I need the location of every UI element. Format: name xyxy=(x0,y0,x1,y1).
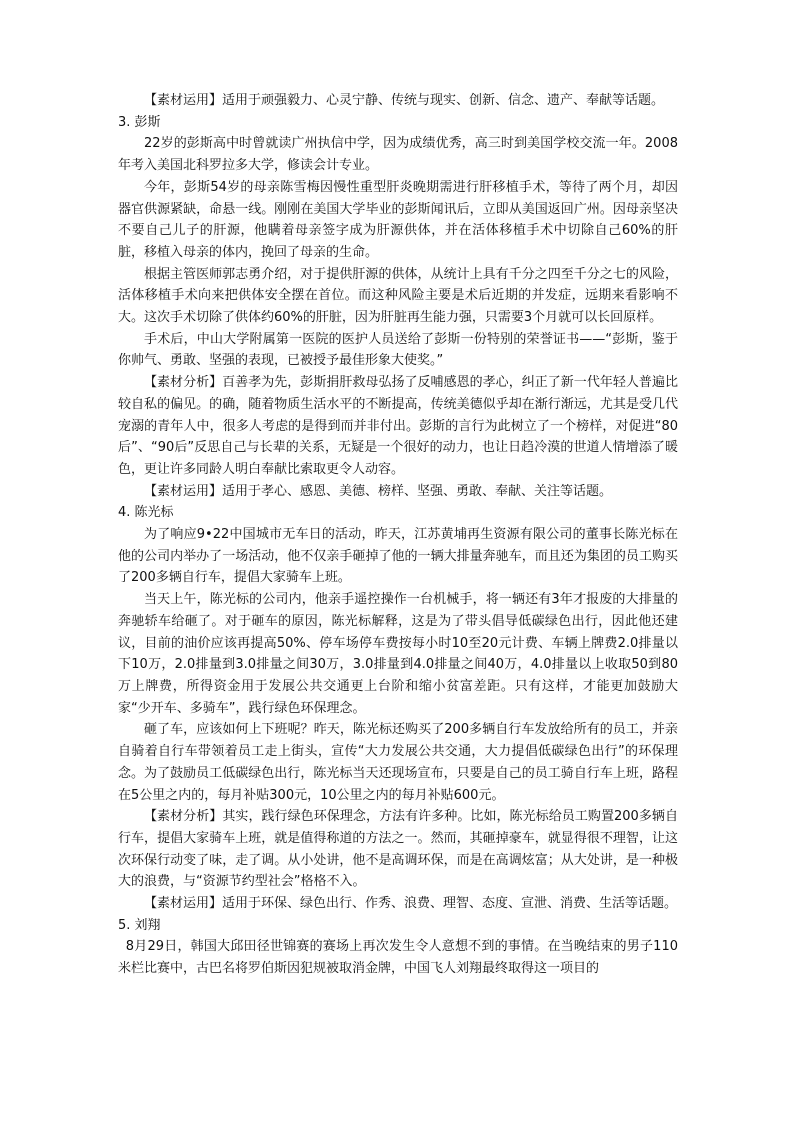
section-heading-pengsi: 3. 彭斯 xyxy=(118,114,161,130)
body-paragraph: 根据主管医师郭志勇介绍，对于提供肝源的供体，从统计上具有千分之四至千分之七的风险，活体移植手术向来把供体安全摆在首位。而这种风险主要是术后近期的并发症，远期来看影响不大。这次手术切除了供体约60%的肝脏，因为肝脏再生能力强，只需要3个月就可以长回原样。 xyxy=(118,266,678,326)
section-heading-liuxiang: 5. 刘翔 xyxy=(118,917,161,933)
body-paragraph: 砸了车，应该如何上下班呢？昨天，陈光标还购买了200多辆自行车发放给所有的员工，并亲自骑着自行车带领着员工走上街头，宣传“大力发展公共交通，大力提倡低碳绿色出行”的环保理念。为了鼓励员工低碳绿色出行，陈光标当天还现场宣布，只要是自己的员工骑自行车上班，路程在5公里之内的，每月补贴300元，10公里之内的每月补贴600元。 xyxy=(118,722,678,803)
analysis-paragraph: 【素材分析】其实，践行绿色环保理念，方法有许多种。比如，陈光标给员工购置200多辆自行车，提倡大家骑车上班，就是值得称道的方法之一。然而，其砸掉豪车，就显得很不理智，让这次环保行动变了味，走了调。从小处讲，他不是高调环保，而是在高调炫富；从大处讲，是一种极大的浪费，与“资源节约型社会”格格不入。 xyxy=(118,809,678,890)
analysis-paragraph: 【素材分析】百善孝为先，彭斯捐肝救母弘扬了反哺感恩的孝心，纠正了新一代年轻人普遍比较自私的偏见。的确，随着物质生活水平的不断提高，传统美德似乎却在渐行渐远，尤其是受几代宠溺的青年人中，很多人考虑的是得到而并非付出。彭斯的言行为此树立了一个榜样，对促进“80后”、“90后”反思自己与长辈的关系，无疑是一个很好的动力，也让日趋冷漠的世道人情增添了暖色，更让许多同龄人明白奉献比索取更令人动容。 xyxy=(118,375,678,477)
body-paragraph: 今年，彭斯54岁的母亲陈雪梅因慢性重型肝炎晚期需进行肝移植手术，等待了两个月，却因器官供源紧缺，命悬一线。刚刚在美国大学毕业的彭斯闻讯后，立即从美国返回广州。因母亲坚决不要自己儿子的肝源，他瞒着母亲签字成为肝源供体，并在活体移植手术中切除自己60%的肝脏，移植入母亲的体内，挽回了母亲的生命。 xyxy=(118,179,678,260)
body-paragraph: 为了响应9•22中国城市无车日的活动，昨天，江苏黄埔再生资源有限公司的董事长陈光标在他的公司内举办了一场活动，他不仅亲手砸掉了他的一辆大排量奔驰车，而且还为集团的员工购买了200多辆自行车，提倡大家骑车上班。 xyxy=(118,527,678,586)
body-paragraph: 当天上午，陈光标的公司内，他亲手遥控操作一台机械手，将一辆还有3年才报废的大排量的奔驰轿车给砸了。对于砸车的原因，陈光标解释，这是为了带头倡导低碳绿色出行，因此他还建议，目前的油价应该再提高50%、停车场停车费按每小时10至20元计费、车辆上牌费2.0排量以下10万，2.0排量到3.0排量之间30万，3.0排量到4.0排量之间40万，4.0排量以上收取50到80万上牌费，所得资金用于发展公共交通更上台阶和缩小贫富差距。只有这样，才能更加鼓励大家“少开车、多骑车”，践行绿色环保理念。 xyxy=(118,592,678,716)
document-page xyxy=(118,90,678,980)
usage-paragraph: 【素材运用】适用于环保、绿色出行、作秀、浪费、理智、态度、宣泄、消费、生活等话题。 xyxy=(144,896,678,912)
usage-paragraph: 【素材运用】适用于孝心、感恩、美德、榜样、坚强、勇敢、奉献、关注等话题。 xyxy=(144,483,613,499)
body-paragraph: 手术后，中山大学附属第一医院的医护人员送给了彭斯一份特别的荣誉证书——“彭斯，鉴于你帅气、勇敢、坚强的表现，已被授予最佳形象大使奖。” xyxy=(118,331,678,369)
body-paragraph: 8月29日，韩国大邱田径世锦赛的赛场上再次发生令人意想不到的事情。在当晚结束的男子110米栏比赛中，古巴名将罗伯斯因犯规被取消金牌，中国飞人刘翔最终取得这一项目的 xyxy=(118,939,678,977)
section-heading-chenguangbiao: 4. 陈光标 xyxy=(118,505,174,521)
body-paragraph: 22岁的彭斯高中时曾就读广州执信中学，因为成绩优秀，高三时到美国学校交流一年。2008年考入美国北科罗拉多大学，修读会计专业。 xyxy=(118,136,678,174)
usage-paragraph-intro: 【素材运用】适用于顽强毅力、心灵宁静、传统与现实、创新、信念、遗产、奉献等话题。 xyxy=(144,93,665,108)
